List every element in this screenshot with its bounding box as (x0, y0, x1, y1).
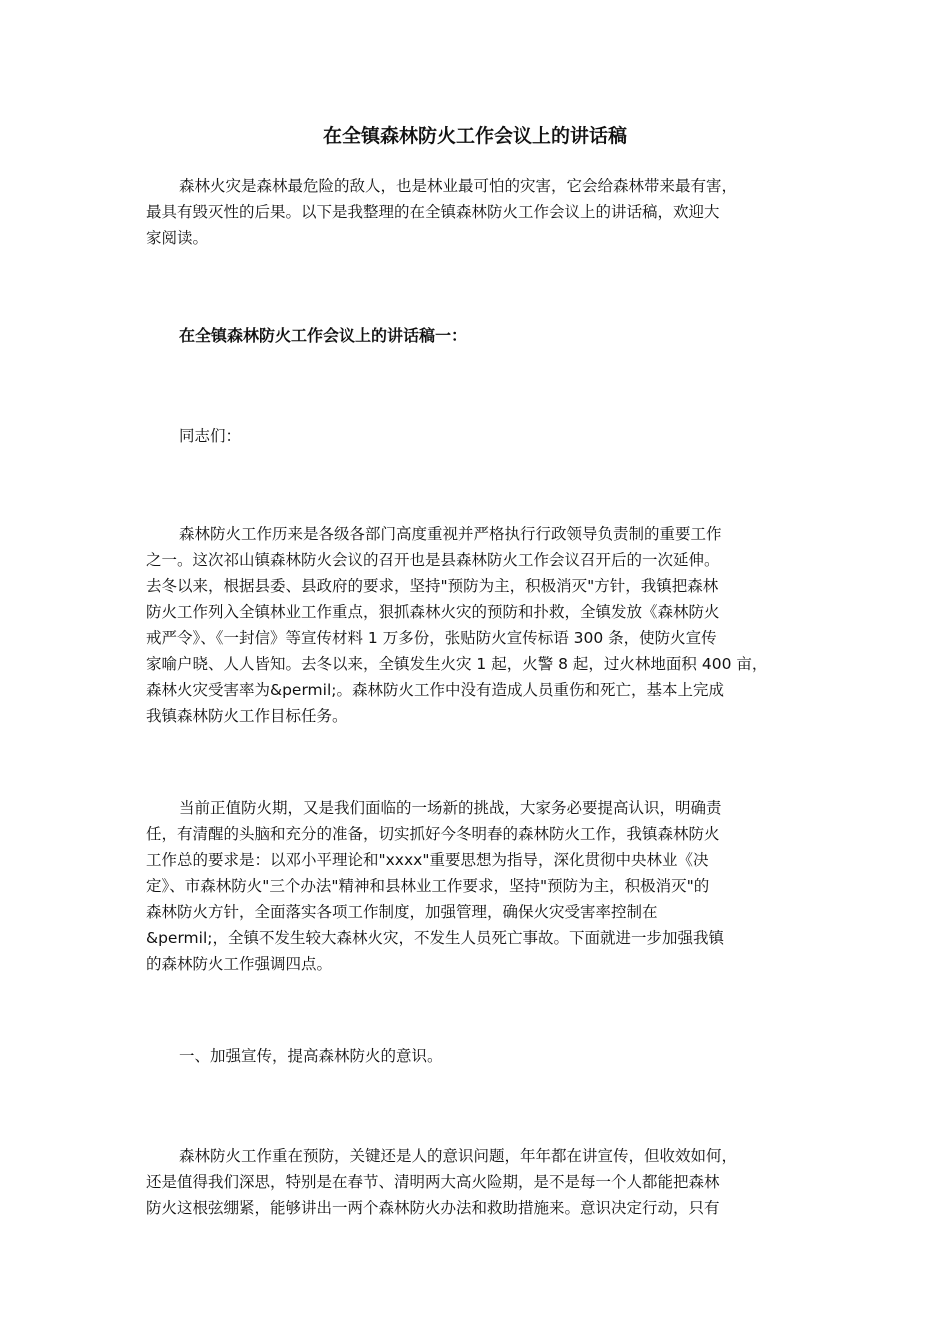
paragraph-line: 森林防火工作历来是各级各部门高度重视并严格执行行政领导负责制的重要工作 (179, 525, 722, 543)
document-title: 在全镇森林防火工作会议上的讲话稿 (322, 125, 627, 147)
paragraph-line: 戒严令》、《一封信》等宣传材料 1 万多份，张贴防火宣传标语 300 条，使防火宣传 (146, 629, 717, 647)
paragraph-line: 之一。这次祁山镇森林防火会议的召开也是县森林防火工作会议召开后的一次延伸。 (146, 551, 720, 569)
section-heading: 在全镇森林防火工作会议上的讲话稿一： (179, 326, 468, 345)
body-paragraph-2 (146, 795, 826, 977)
paragraph-line: 还是值得我们深思，特别是在春节、清明两大高火险期，是不是每一个人都能把森林 (146, 1173, 720, 1191)
intro-paragraph (146, 173, 826, 251)
intro-line: 最具有毁灭性的后果。以下是我整理的在全镇森林防火工作会议上的讲话稿，欢迎大 (146, 203, 720, 221)
paragraph-line: 我镇森林防火工作目标任务。 (146, 707, 348, 725)
paragraph-line: 森林火灾受害率为&permil;。森林防火工作中没有造成人员重伤和死亡，基本上完成 (146, 681, 724, 699)
paragraph-line: 工作总的要求是：以邓小平理论和"xxxx"重要思想为指导，深化贯彻中央林业《决 (146, 851, 709, 869)
paragraph-line: 去冬以来，根据县委、县政府的要求，坚持"预防为主，积极消灭"方针，我镇把森林 (146, 577, 719, 595)
paragraph-line: 森林防火方针，全面落实各项工作制度，加强管理，确保火灾受害率控制在 (146, 903, 658, 921)
paragraph-line: &permil;，全镇不发生较大森林火灾，不发生人员死亡事故。下面就进一步加强我镇 (146, 929, 724, 947)
body-paragraph-1 (146, 521, 826, 729)
intro-line: 家阅读。 (146, 229, 209, 247)
point-1-heading: 一、加强宣传，提高森林防火的意识。 (179, 1047, 443, 1065)
paragraph-line: 防火这根弦绷紧，能够讲出一两个森林防火办法和救助措施来。意识决定行动，只有 (146, 1199, 720, 1217)
salutation: 同志们： (179, 427, 242, 445)
paragraph-line: 任，有清醒的头脑和充分的准备，切实抓好今冬明春的森林防火工作，我镇森林防火 (146, 825, 720, 843)
paragraph-line: 当前正值防火期，又是我们面临的一场新的挑战，大家务必要提高认识，明确责 (179, 799, 722, 817)
paragraph-line: 家喻户晓、人人皆知。去冬以来，全镇发生火灾 1 起，火警 8 起，过火林地面积 400 亩， (146, 655, 768, 673)
paragraph-line: 定》、市森林防火"三个办法"精神和县林业工作要求，坚持"预防为主，积极消灭"的 (146, 877, 710, 895)
body-paragraph-3 (146, 1143, 826, 1221)
intro-line: 森林火灾是森林最危险的敌人，也是林业最可怕的灾害，它会给森林带来最有害， (179, 177, 738, 195)
paragraph-line: 的森林防火工作强调四点。 (146, 955, 333, 973)
paragraph-line: 森林防火工作重在预防，关键还是人的意识问题，年年都在讲宣传，但收效如何， (179, 1147, 738, 1165)
paragraph-line: 防火工作列入全镇林业工作重点，狠抓森林火灾的预防和扑救，全镇发放《森林防火 (146, 603, 720, 621)
